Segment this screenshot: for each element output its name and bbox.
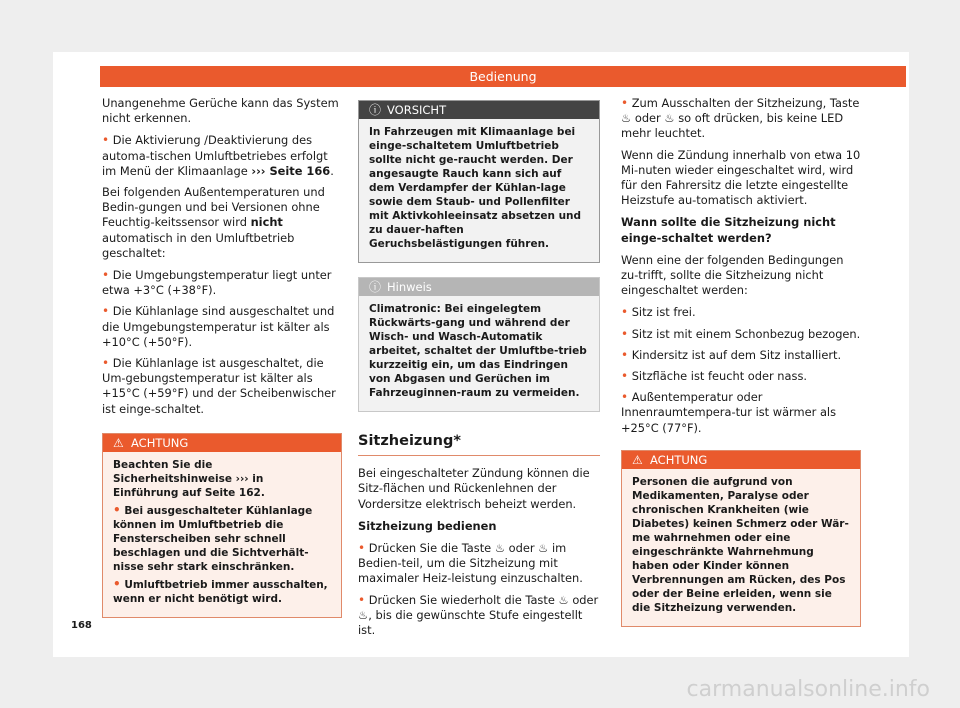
text: Bei folgenden Außentemperaturen und Bedin-gungen und bei Versionen ohne Feuchtig-keitssensor wird bbox=[102, 185, 325, 230]
bullet-icon: • bbox=[113, 502, 121, 517]
seat-heat-icon: ♨ bbox=[538, 541, 549, 556]
list-item bbox=[621, 305, 861, 320]
warning-triangle-icon: ⚠ bbox=[113, 435, 124, 450]
warning-bullet-text: Umluftbetrieb immer ausschalten, wenn er nicht benötigt wird. bbox=[113, 578, 328, 605]
seat-heat-icon: ♨ bbox=[558, 592, 569, 607]
column-2 bbox=[358, 96, 600, 644]
page-header: Bedienung bbox=[100, 66, 906, 87]
bullet-text: Die Umgebungstemperatur liegt unter etwa +3°C (+38°F). bbox=[102, 268, 332, 298]
paragraph: Wenn die Zündung innerhalb von etwa 10 Mi-nuten wieder eingeschaltet wird, wird für den Fahrersitz die letzte eingestellte Heizstufe au-tomatisch aktiviert. bbox=[621, 147, 861, 208]
bullet-icon: • bbox=[358, 592, 366, 607]
bullet-icon: • bbox=[621, 347, 629, 362]
bullet-icon: • bbox=[113, 576, 121, 591]
note-title: Hinweis bbox=[387, 280, 432, 294]
bullet-item bbox=[102, 304, 342, 350]
warning-text: Beachten Sie die Sicherheitshinweise ››› in Einführung auf Seite 162. bbox=[113, 458, 265, 499]
bullet-item bbox=[102, 268, 342, 298]
caution-title: VORSICHT bbox=[387, 103, 447, 117]
seat-heat-icon: ♨ bbox=[358, 607, 369, 622]
page-number: 168 bbox=[71, 620, 92, 631]
list-item-text: Außentemperatur oder Innenraumtempera-tur ist wärmer als +25°C (77°F). bbox=[621, 390, 837, 435]
bullet-icon: • bbox=[621, 390, 629, 405]
bullet-icon: • bbox=[102, 304, 110, 319]
warning-text: Personen die aufgrund von Medikamenten, Paralyse oder chronischen Krankheiten (wie Diabetes) keinen Schmerz oder Wär-me wahrnehmen oder eine eingeschränkte Wahrnehmung haben oder Kinder können Verbrennungen am Rücken, des Pos oder der Beine erleiden, wenn sie die Sitzheizung verwenden. bbox=[632, 475, 849, 614]
bullet-item bbox=[358, 593, 600, 639]
paragraph: Bei eingeschalteter Zündung können die Sitz-flächen und Rückenlehnen der Vordersitze elektrisch beheizt werden. bbox=[358, 466, 590, 511]
text: Zum Ausschalten der Sitzheizung, Taste bbox=[631, 96, 860, 110]
warning-box bbox=[621, 450, 861, 627]
bullet-item: • Die Aktivierung /Deaktivierung des automa-tischen Umluftbetriebes erfolgt im Menü der Klimaanlage ››› Seite 166. bbox=[102, 133, 334, 178]
list-item-text: Sitz ist frei. bbox=[631, 305, 696, 320]
warning-box bbox=[102, 433, 342, 618]
bullet-text: Die Aktivierung /Deaktivierung des automa-tischen Umluftbetriebes erfolgt im Menü der Klimaanlage bbox=[102, 133, 328, 178]
caution-text: In Fahrzeugen mit Klimaanlage bei einge-schaltetem Umluftbetrieb sollte nicht ge-raucht werden. Der angesaugte Rauch kann sich auf dem Verdampfer der Kühlan-lage sowie dem Staub- und Pollenfilter mit Aktivkohleeinsatz absetzen und zu dauer-haften Geruchsbelästigungen führen. bbox=[369, 126, 582, 250]
warning-title: ACHTUNG bbox=[131, 435, 189, 450]
bullet-icon: • bbox=[102, 356, 110, 371]
caution-box bbox=[358, 100, 600, 263]
page-reference: ››› Seite 166 bbox=[251, 163, 331, 178]
caution-header bbox=[359, 101, 599, 119]
paragraph: Wenn eine der folgenden Bedingungen zu-trifft, sollte die Sitzheizung nicht eingeschaltet werden: bbox=[621, 252, 844, 298]
text: so oft drücken, bis keine LED mehr leuchtet. bbox=[621, 111, 844, 141]
bullet-icon: • bbox=[621, 369, 629, 384]
list-item-text: Kindersitz ist auf dem Sitz installiert. bbox=[631, 347, 842, 362]
paragraph bbox=[102, 185, 342, 261]
warning-triangle-icon: ⚠ bbox=[632, 452, 643, 467]
info-circle-icon: ⓘ bbox=[369, 103, 382, 117]
seat-heat-icon: ♨ bbox=[494, 541, 506, 556]
bullet-icon: • bbox=[621, 96, 629, 110]
bullet-icon: • bbox=[358, 541, 366, 556]
list-item bbox=[621, 327, 861, 342]
bullet-item bbox=[102, 356, 342, 417]
bullet-icon: • bbox=[102, 133, 110, 148]
warning-header bbox=[622, 451, 860, 469]
text: oder bbox=[634, 111, 661, 126]
list-item bbox=[621, 369, 861, 384]
list-item-text: Sitzfläche ist feucht oder nass. bbox=[631, 369, 808, 384]
text: oder bbox=[572, 592, 599, 607]
caution-body bbox=[359, 119, 599, 262]
warning-body bbox=[103, 452, 341, 617]
watermark: carmanualsonline.info bbox=[686, 677, 930, 702]
note-text: Climatronic: Bei eingelegtem Rückwärts-gang und während der Wisch- und Wasch-Automatik arbeitet, schaltet der Umluftbe-trieb kurzzeitig ein, um das Eindringen von Abgasen und Gerüchen im Fahrzeuginnen-raum zu vermeiden. bbox=[369, 303, 587, 399]
bullet-text: Die Kühlanlage sind ausgeschaltet und die Umgebungstemperatur ist kälter als +10°C (+50°F). bbox=[102, 304, 335, 349]
bullet-item bbox=[621, 96, 861, 142]
subheading: Wann sollte die Sitzheizung nicht einge-schaltet werden? bbox=[621, 215, 836, 245]
text: Drücken Sie wiederholt die Taste bbox=[368, 592, 555, 607]
list-item bbox=[621, 390, 861, 436]
column-1 bbox=[102, 96, 342, 618]
note-header bbox=[359, 278, 599, 296]
warning-body bbox=[622, 469, 860, 626]
note-body bbox=[359, 296, 599, 411]
text: oder bbox=[508, 541, 535, 556]
subheading: Sitzheizung bedienen bbox=[358, 518, 497, 533]
bullet-icon: • bbox=[102, 268, 110, 283]
text: Drücken Sie die Taste bbox=[368, 541, 492, 556]
bullet-item bbox=[358, 541, 600, 587]
warning-bullet bbox=[113, 503, 331, 574]
section-heading: Sitzheizung* bbox=[358, 434, 600, 456]
warning-bullet-text: Bei ausgeschalteter Kühlanlage können im Umluftbetrieb die Fensterscheiben sehr schnell beschlagen und die Sichtverhält-nisse sehr stark einschränken. bbox=[113, 504, 313, 573]
warning-bullet bbox=[113, 577, 331, 606]
column-3 bbox=[621, 96, 861, 627]
text: automatisch in den Umluftbetrieb geschaltet: bbox=[102, 230, 295, 260]
bold-text: nicht bbox=[250, 215, 283, 230]
bullet-icon: • bbox=[621, 326, 629, 341]
paragraph: Unangenehme Gerüche kann das System nicht erkennen. bbox=[102, 96, 339, 126]
list-item-text: Sitz ist mit einem Schonbezug bezogen. bbox=[631, 326, 861, 341]
seat-heat-icon: ♨ bbox=[621, 111, 632, 126]
note-icon: ⓘ bbox=[369, 280, 382, 294]
text: , bis die gewünschte Stufe eingestellt ist. bbox=[358, 607, 583, 638]
seat-heat-icon: ♨ bbox=[664, 111, 675, 126]
note-box bbox=[358, 277, 600, 412]
bullet-icon: • bbox=[621, 305, 629, 320]
bullet-text: Die Kühlanlage ist ausgeschaltet, die Um-gebungstemperatur ist kälter als +15°C (+59°F) und der Scheibenwischer ist einge-schaltet. bbox=[102, 356, 336, 416]
warning-title: ACHTUNG bbox=[650, 452, 708, 467]
text: im Bedien-teil, um die Sitzheizung mit maximaler Heiz-leistung einzuschalten. bbox=[358, 541, 583, 586]
warning-header bbox=[103, 434, 341, 452]
list-item bbox=[621, 348, 861, 363]
